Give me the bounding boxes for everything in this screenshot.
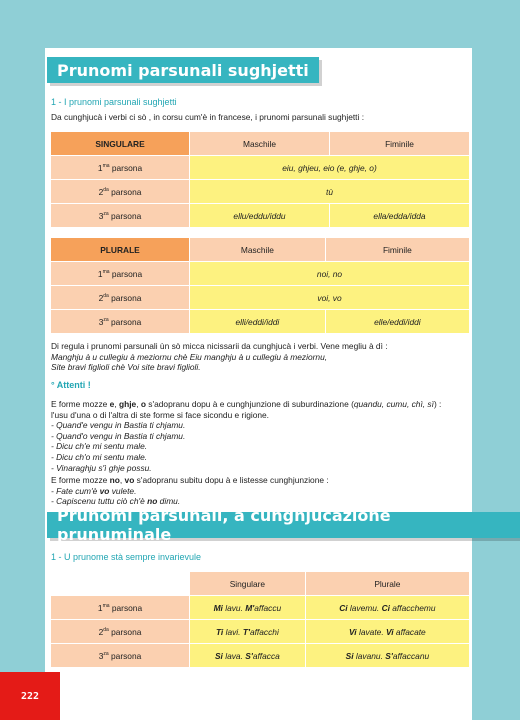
table-cell: voi, vo: [190, 286, 470, 310]
para-line: Di regula i prunomi parsunali ùn sò micca nicissarii da cunghjucà i verbi. Vene megliu à dì :: [51, 341, 388, 351]
page-number: 222: [0, 672, 60, 720]
row-label: $1^{ma}$ parsona: [51, 596, 190, 620]
para-line: E forme mozze e, ghje, o s'adopranu dopu à e cunghjunzione di suburdinazione (quandu, cumu, chì, sì) :: [51, 399, 442, 409]
para-example: - Capiscenu tuttu ciò ch'è no dimu.: [51, 496, 181, 507]
subhead-1: 1 - I prunomi parsunali sughjetti: [51, 97, 177, 107]
para-regula: [51, 341, 469, 373]
table-cell: noi, no: [190, 262, 470, 286]
para-no-vo: [51, 475, 469, 507]
subhead-2: 1 - U prunome stà sempre invarievule: [51, 552, 202, 562]
table-cell: Mi lavu. M'affaccu: [190, 596, 306, 620]
para-line: l'usu d'una o di l'altra di ste forme si face sicondu e rigione.: [51, 409, 270, 420]
table-header-cell: Maschile: [190, 238, 326, 262]
para-example: - Dicu ch'o mi sentu male.: [51, 451, 148, 462]
intro-text: Da cunghjucà i verbi ci sò , in corsu cum'è in francese, i prunomi parsunali sughjetti :: [51, 112, 365, 122]
section-title-1-text: Prunomi parsunali sughjetti: [57, 60, 309, 80]
table-prunuminale: [50, 571, 470, 668]
table-header-cell: Plurale: [305, 572, 469, 596]
table-singulare: [50, 131, 470, 228]
table-cell: Si lavanu. S'affaccanu: [305, 644, 469, 668]
table-header-cell: PLURALE: [51, 238, 190, 262]
table-cell: elle/eddi/iddi: [325, 310, 469, 334]
para-example: Manghju à u cullegiu à meziornu chè Eiu manghju à u cullegiu à meziornu,: [51, 351, 328, 362]
table-header-cell: Maschile: [190, 132, 330, 156]
row-label: $2^{da}$ parsona: [51, 286, 190, 310]
para-example: - Quand'e vengu in Bastia ti chjamu.: [51, 420, 186, 431]
para-example: - Vinaraghju s'ì ghje possu.: [51, 462, 152, 473]
para-example: - Fate cum'è vo vulete.: [51, 485, 137, 496]
section-title-1: [47, 57, 319, 83]
row-label: $1^{ma}$ parsona: [51, 156, 190, 180]
table-header-cell: SINGULARE: [51, 132, 190, 156]
para-line: E forme mozze no, vo s'adopranu subitu dopu à e listesse cunghjunzione :: [51, 475, 329, 485]
section-title-2: [47, 506, 520, 544]
table-plurale: [50, 237, 470, 334]
row-label: $3^{za}$ parsona: [51, 310, 190, 334]
attenti-heading: ° Attenti !: [51, 380, 91, 390]
table-cell: eiu, ghjeu, eio (e, ghje, o): [190, 156, 470, 180]
section-title-2-text: Prunomi parsunali, a cunghjucazione prunuminale: [57, 506, 391, 544]
row-label: $3^{za}$ parsona: [51, 204, 190, 228]
table-header-cell: [51, 572, 190, 596]
para-example: - Dicu ch'e mi sentu male.: [51, 441, 148, 452]
table-header-cell: Singulare: [190, 572, 306, 596]
table-cell: ella/edda/idda: [330, 204, 470, 228]
table-cell: tù: [190, 180, 470, 204]
row-label: $3^{za}$ parsona: [51, 644, 190, 668]
row-label: $1^{ma}$ parsona: [51, 262, 190, 286]
table-cell: Si lava. S'affacca: [190, 644, 306, 668]
table-cell: ellu/eddu/iddu: [190, 204, 330, 228]
table-header-cell: Fiminile: [330, 132, 470, 156]
para-example: Site bravi figlioli chè Voi site bravi figlioli.: [51, 362, 201, 373]
table-cell: Vi lavate. Vi affacate: [305, 620, 469, 644]
para-example: - Quand'o vengu in Bastia ti chjamu.: [51, 430, 186, 441]
table-cell: Ci lavemu. Ci affacchemu: [305, 596, 469, 620]
table-cell: elli/eddi/iddi: [190, 310, 326, 334]
table-cell: Ti lavi. T'affacchi: [190, 620, 306, 644]
table-header-cell: Fiminile: [325, 238, 469, 262]
para-forme-mozze: [51, 399, 469, 473]
row-label: $2^{da}$ parsona: [51, 180, 190, 204]
row-label: $2^{da}$ parsona: [51, 620, 190, 644]
